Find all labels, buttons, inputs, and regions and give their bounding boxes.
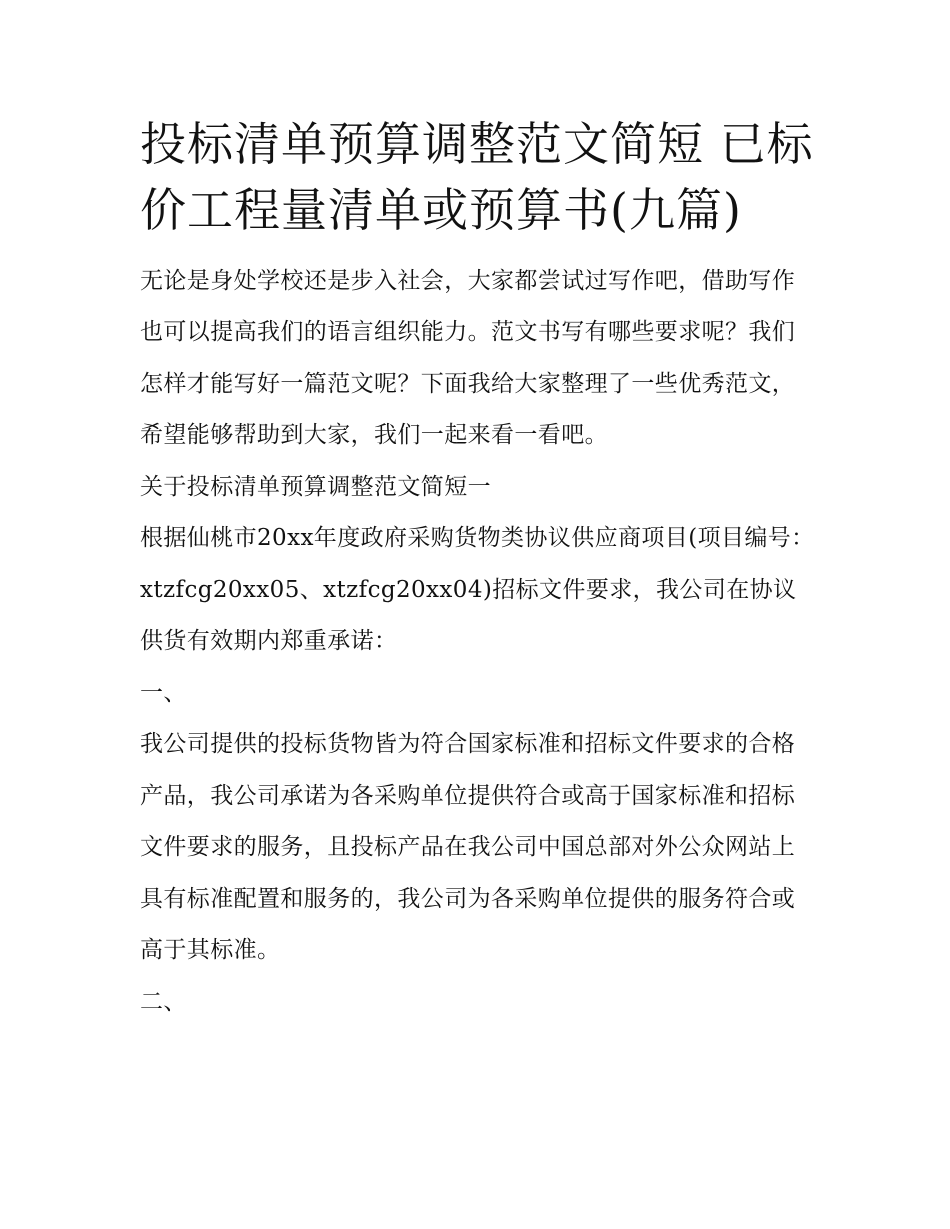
body-paragraph: 我公司提供的投标货物皆为符合国家标准和招标文件要求的合格产品，我公司承诺为各采购单位提供符合或高于国家标准和招标文件要求的服务，且投标产品在我公司中国总部对外公众网站上具有标准配置和服务的，我公司为各采购单位提供的服务符合或高于其标准。 (140, 731, 796, 964)
document-title: 投标清单预算调整范文简短 已标价工程量清单或预算书(九篇) (140, 117, 814, 237)
document-body (140, 112, 815, 1028)
intro-paragraph: 无论是身处学校还是步入社会，大家都尝试过写作吧，借助写作也可以提高我们的语言组织能力。范文书写有哪些要求呢？我们怎样才能写好一篇范文呢？下面我给大家整理了一些优秀范文，希望能够帮助到大家，我们一起来看一看吧。 (140, 267, 796, 449)
section-heading: 关于投标清单预算调整范文简短一 (140, 473, 491, 500)
body-paragraph: 根据仙桃市20xx年度政府采购货物类协议供应商项目(项目编号：xtzfcg20xx05、xtzfcg20xx04)招标文件要求，我公司在协议供货有效期内郑重承诺： (140, 525, 815, 655)
list-marker-one: 一、 (140, 679, 187, 706)
list-marker-two: 二、 (140, 988, 187, 1015)
